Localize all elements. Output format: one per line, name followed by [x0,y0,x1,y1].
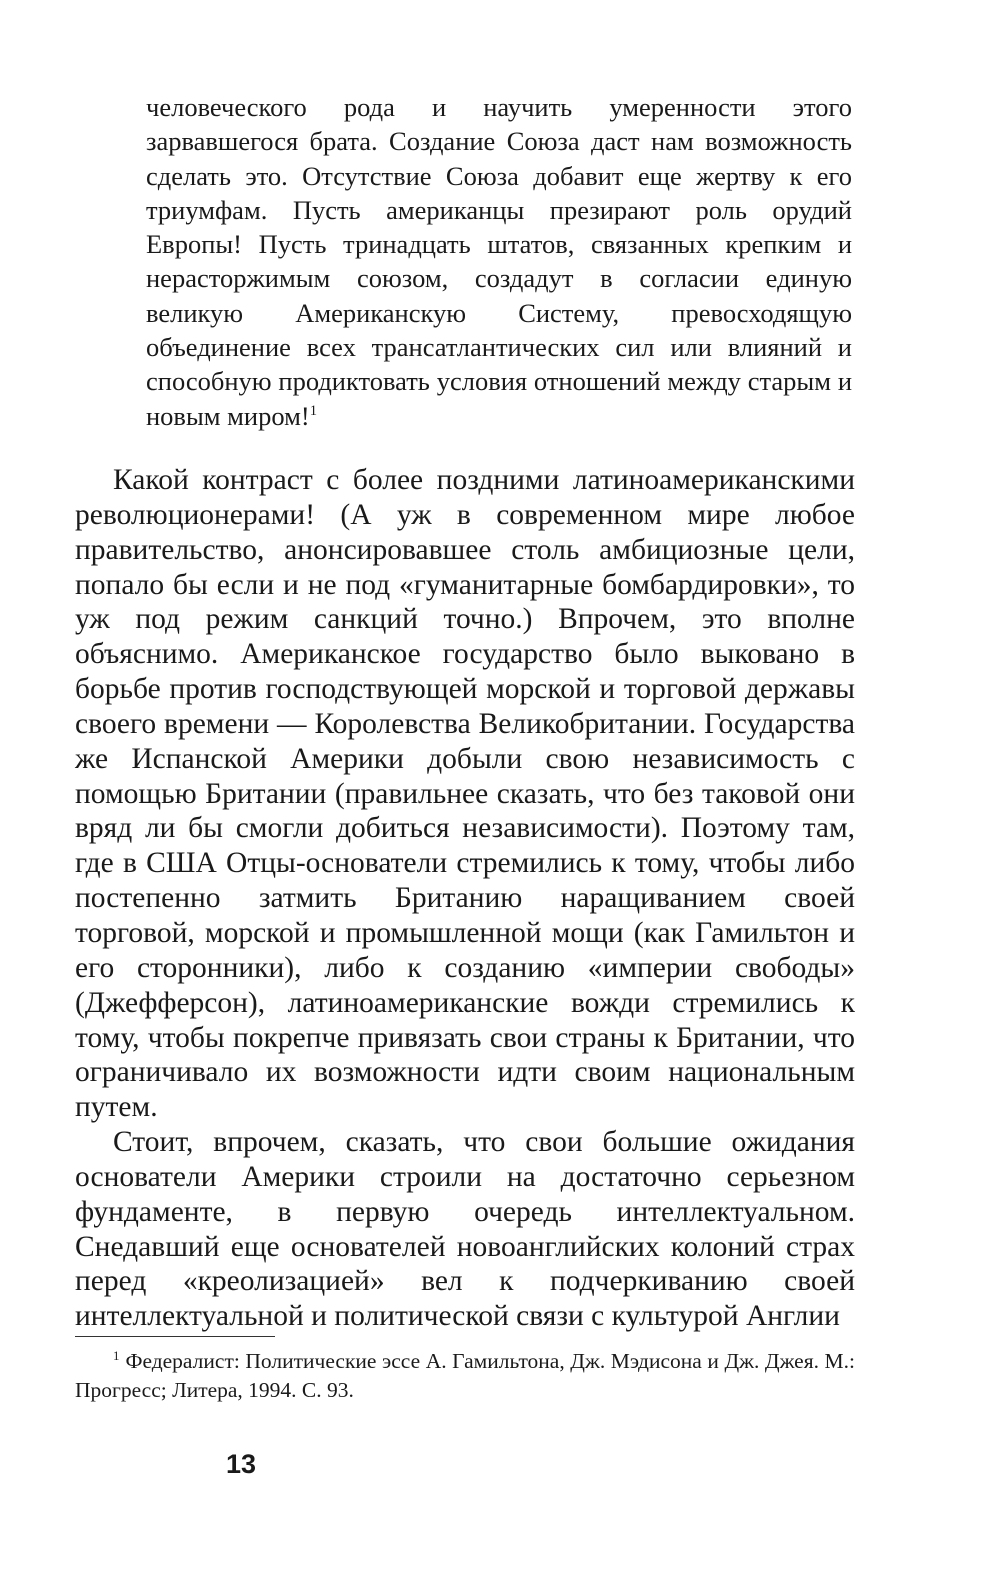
paragraph: Стоит, впрочем, сказать, что свои большие ожидания основатели Америки строили на достаточно серьезном фундаменте, в первую очередь интеллектуальном. Снедавший еще основателей новоанглийских колоний страх перед «креолизацией» вел к подчеркиванию своей интеллектуальной и политической связи с культурой Англии [75,1126,855,1333]
footnote [75,1347,855,1404]
footnote-divider [75,1336,275,1337]
main-text [75,463,855,1334]
footnote-reference[interactable]: 1 [309,402,317,419]
footnote-text: Федералист: Политические эссе А. Гамильтона, Дж. Мэдисона и Дж. Джея. М.: Прогресс; Литера, 1994. С. 93. [75,1349,855,1402]
page-number: 13 [226,1449,257,1479]
block-quote [146,90,852,433]
footnote-mark: 1 [113,1348,120,1363]
quote-text: человеческого рода и научить умеренности этого зарвавшегося брата. Создание Союза даст нам возможность сделать это. Отсутствие Союза добавит еще жертву к его триумфам. Пусть американцы презирают роль орудий Европы! Пусть тринадцать штатов, связанных крепким и нерасторжимым союзом, создадут в согласии единую великую Американскую Систему, превосходящую объединение всех трансатлантических сил или влияний и способную продиктовать условия отношений между старым и новым миром! [146,92,852,431]
paragraph: Какой контраст с более поздними латиноамериканскими революционерами! (А уж в современном мире любое правительство, анонсировавшее столь амбициозные цели, попало бы если и не под «гуманитарные бомбардировки», то уж под режим санкций точно.) Впрочем, это вполне объяснимо. Американское государство было выковано в борьбе против господствующей морской и торговой державы своего времени — Королевства Великобритании. Государства же Испанской Америки добыли свою независимость с помощью Британии (правильнее сказать, что без таковой они вряд ли бы смогли добиться независимости). Поэтому там, где в США Отцы-основатели стремились к тому, чтобы либо постепенно затмить Британию наращиванием своей торговой, морской и промышленной мощи (как Гамильтон и его сторонники), либо к созданию «империи свободы» (Джефферсон), латиноамериканские вожди стремились к тому, чтобы покрепче привязать свои страны к Британии, что ограничивало их возможности идти своим национальным путем. [75,464,855,1124]
